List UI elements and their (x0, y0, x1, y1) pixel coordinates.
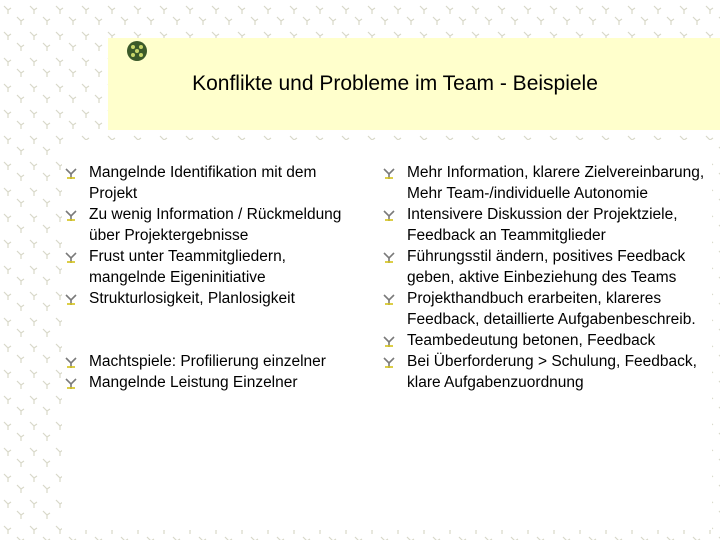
bullet-icon (64, 208, 78, 222)
list-item (62, 246, 352, 288)
bullet-icon (64, 376, 78, 390)
list-item (380, 162, 710, 183)
list-item-text: Teambedeutung betonen, Feedback (407, 332, 656, 349)
bullet-icon (64, 250, 78, 264)
list-item-text: Mangelnde Leistung Einzelner (89, 374, 298, 391)
list-item-text: Mangelnde Identifikation mit dem Projekt (89, 164, 317, 202)
bullet-icon (382, 250, 396, 264)
list-item (380, 246, 710, 288)
bullet-icon (64, 292, 78, 306)
bullet-icon (382, 208, 396, 222)
list-item-text: Intensivere Diskussion der Projektziele, Feedback an Teammitglieder (407, 206, 678, 244)
slide-title: Konflikte und Probleme im Team - Beispiele (192, 72, 598, 95)
list-item (62, 204, 352, 246)
list-item-text: Mehr Information, klarere Zielvereinbarung, (407, 164, 705, 181)
list-item-text: Führungsstil ändern, positives Feedback geben, aktive Einbeziehung des Teams (407, 248, 686, 286)
list-item-text: Frust unter Teammitgliedern, mangelnde Eigeninitiative (89, 248, 286, 286)
list-item (62, 162, 352, 204)
bullet-icon (382, 334, 396, 348)
bullet-icon (382, 166, 396, 180)
list-item (380, 204, 710, 246)
list-item-text: Mehr Team-/individuelle Autonomie (407, 185, 648, 202)
bullet-icon (64, 166, 78, 180)
list-item-text: Projekthandbuch erarbeiten, klareres Feedback, detaillierte Aufgabenbeschreib. (407, 290, 696, 328)
left-column (62, 162, 352, 393)
list-item-text: Strukturlosigkeit, Planlosigkeit (89, 290, 295, 307)
list-item (380, 288, 710, 330)
list-item (380, 330, 710, 351)
list-item (62, 351, 352, 372)
bullet-icon (382, 355, 396, 369)
spacer (62, 309, 352, 330)
list-item (380, 351, 710, 393)
right-column (380, 162, 710, 393)
list-item-text: Zu wenig Information / Rückmeldung über Projektergebnisse (89, 206, 342, 244)
list-item-text: Machtspiele: Profilierung einzelner (89, 353, 326, 370)
list-item-text: Bei Überforderung > Schulung, Feedback, klare Aufgabenzuordnung (407, 353, 697, 391)
list-item (62, 288, 352, 309)
spacer (62, 330, 352, 351)
content-area (62, 140, 712, 530)
bullet-icon (382, 292, 396, 306)
bullet-icon (64, 355, 78, 369)
list-item (62, 372, 352, 393)
list-item-continuation (380, 183, 710, 204)
